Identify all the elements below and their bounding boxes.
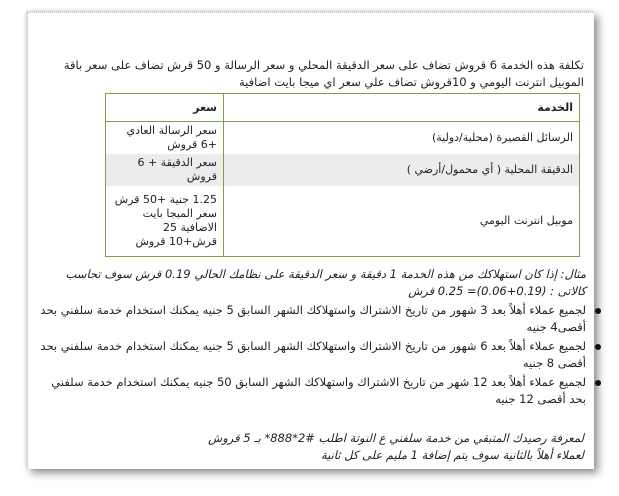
footer-billing-note: لعملاء أهلاً بالثانية سوف يتم إضافة 1 مليم على كل ثانية [320, 448, 584, 462]
pricing-table [105, 93, 580, 257]
price-cell: سعر الدقيقة + 6 قروش [106, 154, 224, 186]
table-header-row [106, 94, 580, 122]
price-cell: سعر الرسالة العادي +6 قروش [106, 122, 224, 155]
footer-notes [36, 430, 584, 464]
service-cell: الرسائل القصيرة (محلية/دولية) [431, 131, 573, 144]
service-cell: موبيل انترنت اليومي [479, 214, 573, 227]
list-item: لجميع عملاء أهلاً بعد 12 شهر من تاريخ الاشتراك واستهلاكك الشهر السابق 50 جنيه يمكنك استخدام خدمة سلفني بحد أقصى 12 جنيه [34, 374, 586, 408]
list-item: لجميع عملاء أهلاً بعد 3 شهور من تاريخ الاشتراك واستهلاكك الشهر السابق 5 جنيه يمكنك استخدام خدمة سلفني بحد أقصى4 جنيه [34, 302, 586, 336]
header-price: سعر [106, 94, 224, 122]
rules-list [34, 302, 604, 410]
top-divider [27, 12, 593, 14]
table-row [106, 186, 580, 257]
table-row [106, 122, 580, 155]
example-text: مثال: إذا كان استهلاكك من هذه الخدمة 1 دقيقة و سعر الدقيقة على نظامك الحالي 0.19 قرش سوف تحاسب كالاتى : (0.19+0.06)= 0.25 قرش [65, 267, 586, 298]
footer-balance-note: لمعرفة رصيدك المتبقي من خدمة سلفني ع النوتة اطلب #2*888* بـ 5 قروش [208, 431, 584, 445]
table-row [106, 154, 580, 186]
price-cell: 1.25 جنية +50 قرش سعر الميجا بايت الاضافية 25 قرش+10 قروش [106, 186, 224, 257]
intro-text: تكلفة هذه الخدمة 6 قروش تضاف على سعر الدقيقة المحلي و سعر الرسالة و 50 قرش تضاف على سعر باقة الموبيل انترنت اليومي و 10قروش تضاف علي سعر اي ميجا بايت اضافية [63, 58, 584, 89]
service-cell: الدقيقة المحلية ( أي محمول/أرضي ) [224, 154, 580, 186]
list-item: لجميع عملاء أهلاً بعد 6 شهور من تاريخ الاشتراك واستهلاكك الشهر السابق 5 جنيه يمكنك استخدام خدمة سلفني بحد أقصى 8 جنيه [34, 338, 586, 372]
header-service: الخدمة [224, 94, 580, 122]
